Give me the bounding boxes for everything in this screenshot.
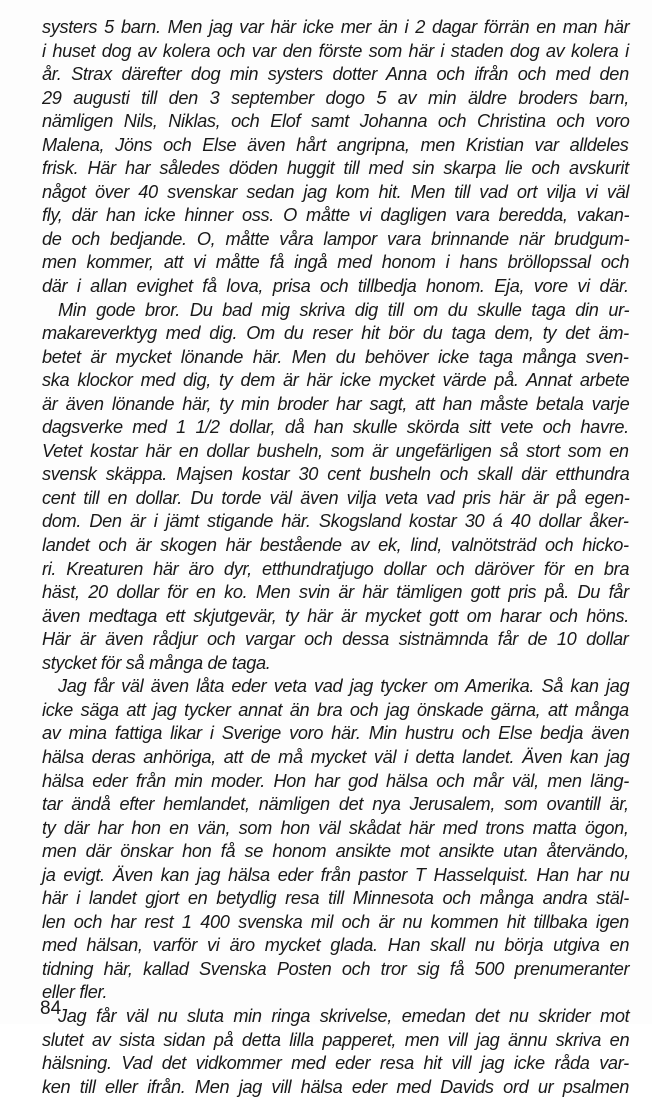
text-line: där i allan evighet få lova, prisa och tillbedja honom. Eja, vore vi där. — [42, 276, 629, 297]
text-line: av mina fattiga likar i Sverige voro här. Min hustru och Else bedja även — [42, 723, 630, 744]
text-line: här i landet gjort en betydlig resa till Minnesota och många andra stäl- — [42, 888, 629, 909]
text-line: nämligen Nils, Niklas, och Elof samt Johanna och Christina och voro — [42, 111, 630, 132]
text-line: hälsa deras anhöriga, att de må mycket väl i detta landet. Även kan jag — [42, 746, 630, 767]
text-line: Malena, Jöns och Else även hårt angripna, men Kristian var alldeles — [42, 134, 629, 155]
text-line: dom. Den är i jämt stigande här. Skogsland kostar 30 á 40 dollar åker- — [42, 511, 629, 532]
page-number: 84 — [40, 998, 62, 1019]
text-line: ty där har hon en vän, som hon väl skådat här med trons matta ögon, — [42, 817, 629, 838]
text-line: Vetet kostar här en dollar busheln, som är ungefärligen så stort som en — [42, 440, 629, 461]
text-line: hälsning. Vad det vidkommer med eder resa hit vill jag icke råda var- — [42, 1053, 629, 1074]
text-line: men där önskar hon få se honom ansikte mot ansikte utan återvändo, — [42, 841, 629, 862]
text-line: cent till en dollar. Du torde väl även vilja veta vad pris här är på egen- — [42, 487, 630, 508]
text-line: hälsa eder från min moder. Hon har god hälsa och mår väl, men läng- — [42, 770, 629, 791]
text-line: Jag får väl även låta eder veta vad jag tycker om Amerika. Så kan jag — [58, 676, 630, 697]
text-line: len och har rest 1 400 svenska mil och är nu kommen hit tillbaka igen — [42, 911, 629, 932]
text-line: är även lönande här, ty min broder har sagt, att han måste betala varje — [42, 393, 630, 414]
body-text — [42, 16, 629, 1099]
text-line: frisk. Här har således döden huggit till med sin skarpa lie och avskurit — [42, 158, 629, 179]
paragraph — [42, 1005, 629, 1099]
text-line: stycket för så många de taga. — [42, 652, 271, 673]
text-line: svensk skäppa. Majsen kostar 30 cent busheln och skall där etthundra — [42, 464, 630, 485]
text-line: Här är även rådjur och vargar och dessa sistnämnda får de 10 dollar — [42, 629, 629, 650]
text-line: systers 5 barn. Men jag var här icke mer än i 2 dagar förrän en man här — [42, 17, 630, 37]
text-line: men kommer, att vi måtte få ingå med honom i hans bröllopssal och — [42, 252, 630, 273]
paragraph — [42, 675, 629, 1005]
text-line: eller fler. — [42, 982, 108, 1003]
text-line: de och bedjande. O, måtte våra lampor vara brinnande när brudgum- — [42, 228, 630, 249]
text-line: i huset dog av kolera och var den förste som här i staden dog av kolera i — [42, 40, 629, 61]
text-line: ja evigt. Även kan jag hälsa eder från pastor T Hasselquist. Han har nu — [42, 864, 630, 885]
text-line: makareverktyg med dig. Om du reser hit bör du taga dem, ty det äm- — [42, 323, 629, 344]
text-line: häst, 20 dollar för en ko. Men svin är här tämligen gott pris på. Du får — [42, 582, 629, 603]
text-line: icke säga att jag tycker annat än bra och jag önskade gärna, att många — [42, 699, 629, 720]
text-line: landet och är skogen här bestående av ek, lind, valnötsträd och hicko- — [42, 535, 629, 556]
paragraph — [42, 16, 629, 299]
text-line: ken till eller ifrån. Men jag vill hälsa eder med Davids ord ur psalmen — [42, 1076, 630, 1097]
text-line: 29 augusti till den 3 september dogo 5 av min äldre broders barn, — [42, 87, 629, 108]
text-line: något över 40 svenskar sedan jag kom hit. Men till vad ort vilja vi väl — [42, 181, 630, 202]
text-line: slutet av sista sidan på detta lilla papperet, men vill jag ännu skriva en — [42, 1029, 630, 1050]
text-line: Jag får väl nu sluta min ringa skrivelse, emedan det nu skrider mot — [58, 1005, 630, 1026]
text-line: fly, där han icke hinner oss. O måtte vi dagligen vara beredda, vakan- — [42, 205, 630, 226]
text-line: tar ändå efter hemlandet, nämligen det nya Jerusalem, som ovantill är, — [42, 794, 629, 815]
text-line: år. Strax därefter dog min systers dotter Anna och ifrån och med den — [42, 64, 629, 85]
text-line: även medtaga ett skjutgevär, ty här är mycket gott om harar och höns. — [42, 605, 629, 626]
paragraph — [42, 299, 629, 676]
text-line: ri. Kreaturen här äro dyr, etthundratjugo dollar och däröver för en bra — [42, 558, 630, 579]
text-line: ska klockor med dig, ty dem är här icke mycket värde på. Annat arbete — [42, 370, 630, 391]
text-line: med hälsan, varför vi äro mycket glada. Han skall nu börja utgiva en — [42, 935, 630, 956]
text-line: dagsverke med 1 1/2 dollar, då han skulle skörda sitt vete och havre. — [42, 417, 629, 438]
text-line: tidning här, kallad Svenska Posten och tror sig få 500 prenumeranter — [42, 958, 630, 979]
text-line: Min gode bror. Du bad mig skriva dig till om du skulle taga din ur- — [58, 299, 630, 320]
text-line: betet är mycket lönande här. Men du behöver icke taga många sven- — [42, 346, 629, 367]
